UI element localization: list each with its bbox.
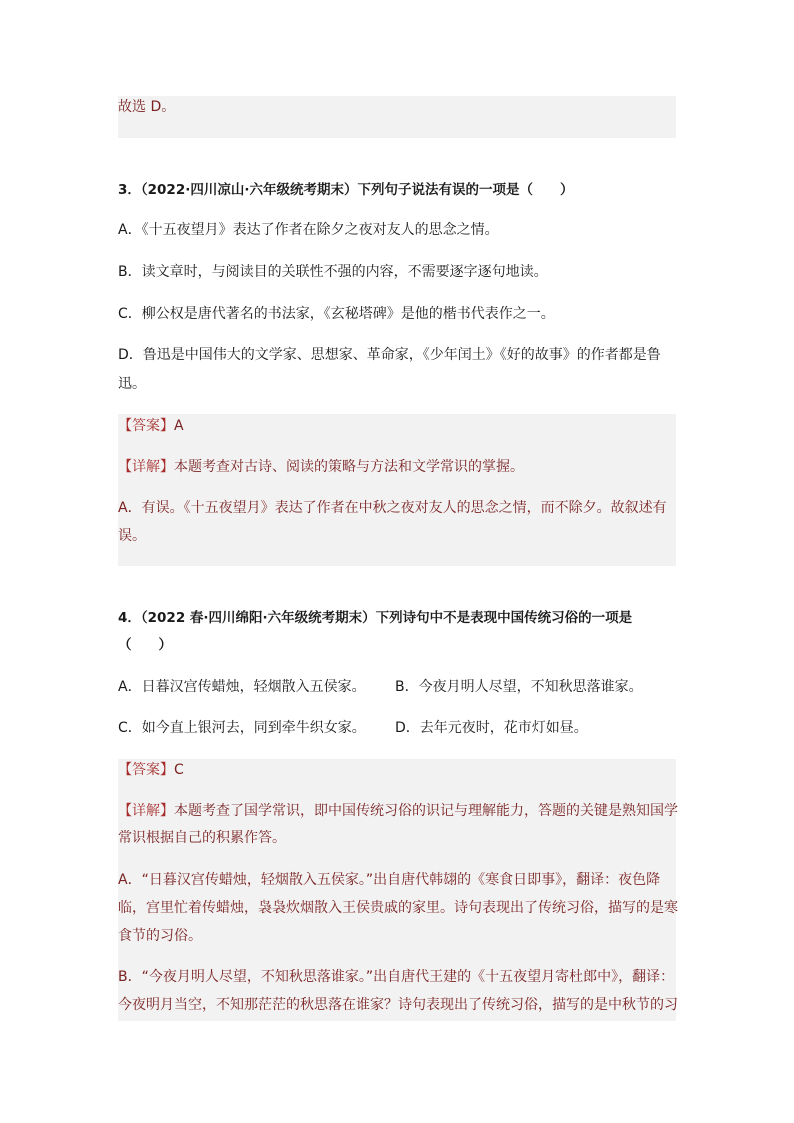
answer-value: C <box>174 762 184 778</box>
q4-option-b: B．今夜月明人尽望，不知秋思落谁家。 <box>395 679 643 695</box>
q4-detail <box>118 801 678 821</box>
q3-option-d: D．鲁迅是中国伟大的文学家、思想家、革命家，《少年闰土》《好的故事》的作者都是鲁 <box>118 347 661 363</box>
q3-explanation-line: 误。 <box>118 528 146 544</box>
answer-value: A <box>174 418 184 434</box>
q3-stem: 3．（2022·四川凉山·六年级统考期末）下列句子说法有误的一项是（ ） <box>118 182 574 198</box>
q3-detail <box>118 457 678 477</box>
detail-tag: 【详解】 <box>118 803 174 819</box>
q3-option-b: B．读文章时，与阅读目的关联性不强的内容，不需要逐字逐句地读。 <box>118 264 548 280</box>
q4-option-a: A．日暮汉宫传蜡烛，轻烟散入五侯家。 <box>118 679 366 695</box>
q4-option-c: C．如今直上银河去，同到牵牛织女家。 <box>118 720 366 736</box>
q3-option-d-cont: 迅。 <box>118 376 146 392</box>
q4-stem: 4．（2022 春·四川绵阳·六年级统考期末）下列诗句中不是表现中国传统习俗的一项是 <box>118 610 633 626</box>
q3-explanation-line: A．有误。《十五夜望月》表达了作者在中秋之夜对友人的思念之情，而不除夕。故叙述有 <box>118 500 667 516</box>
answer-tag: 【答案】 <box>118 418 174 434</box>
detail-text: 本题考查对古诗、阅读的策略与方法和文学常识的掌握。 <box>174 459 524 475</box>
q4-answer <box>118 760 678 780</box>
q4-stem-cont: （ ） <box>118 637 172 653</box>
detail-tag: 【详解】 <box>118 459 174 475</box>
q4-detail-cont: 常识根据自己的积累作答。 <box>118 830 286 846</box>
q4-explanation-a-line: 食节的习俗。 <box>118 928 202 944</box>
q3-answer <box>118 416 678 436</box>
q4-explanation-a-line: A．“日暮汉宫传蜡烛，轻烟散入五侯家。”出自唐代韩翃的《寒食日即事》，翻译：夜色降 <box>118 872 661 888</box>
answer-tag: 【答案】 <box>118 762 174 778</box>
q4-explanation-b-line: B．“今夜月明人尽望，不知秋思落谁家。”出自唐代王建的《十五夜望月寄杜郎中》，翻译： <box>118 969 675 985</box>
detail-text: 本题考查了国学常识，即中国传统习俗的识记与理解能力，答题的关键是熟知国学 <box>174 803 678 819</box>
q4-option-d: D．去年元夜时，花市灯如昼。 <box>395 720 588 736</box>
q4-explanation-b-line: 今夜明月当空，不知那茫茫的秋思落在谁家？诗句表现出了传统习俗，描写的是中秋节的习 <box>118 997 678 1013</box>
q4-explanation-a-line: 临，宫里忙着传蜡烛，袅袅炊烟散入王侯贵戚的家里。诗句表现出了传统习俗，描写的是寒 <box>118 900 678 916</box>
prev-answer-text: 故选 D。 <box>118 99 176 115</box>
q3-option-a: A．《十五夜望月》表达了作者在除夕之夜对友人的思念之情。 <box>118 222 499 238</box>
q3-option-c: C．柳公权是唐代著名的书法家，《玄秘塔碑》是他的楷书代表作之一。 <box>118 306 555 322</box>
